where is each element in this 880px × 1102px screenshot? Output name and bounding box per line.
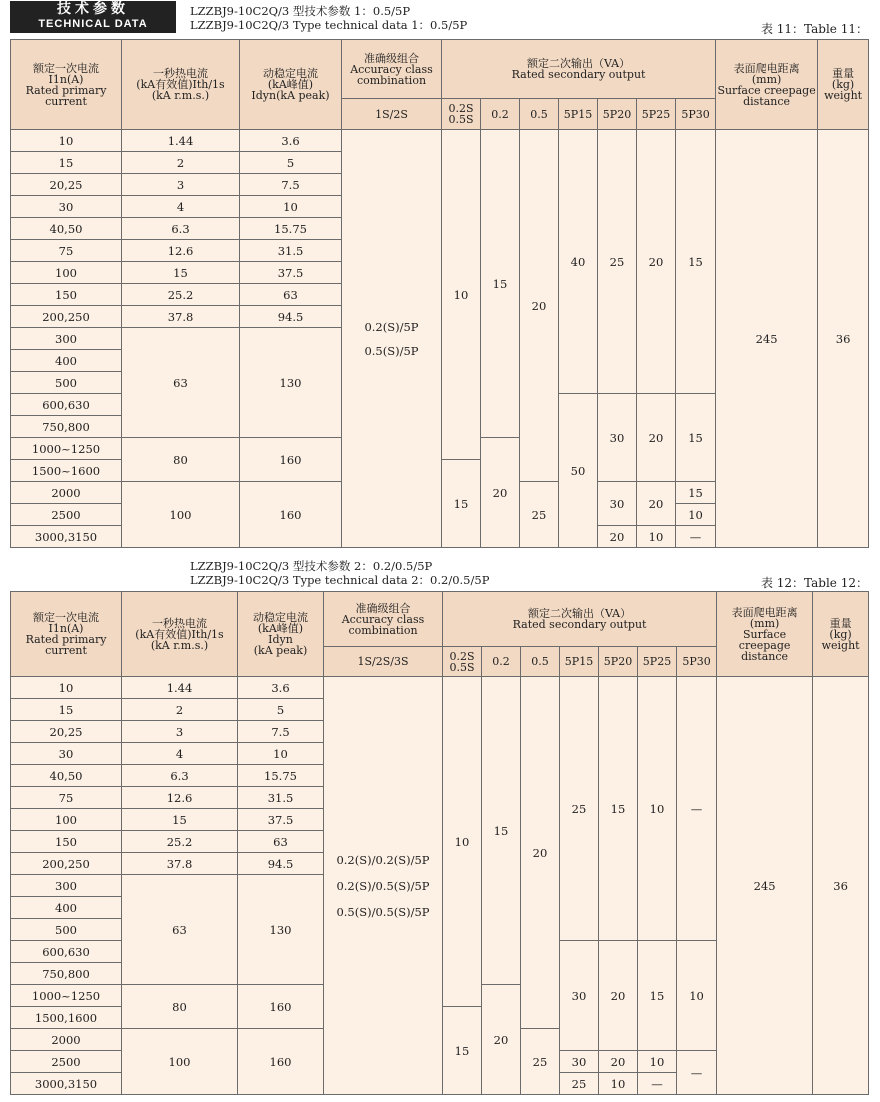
table-cell-idyn: 160 [238,1029,324,1095]
table-cell-current: 150 [11,831,122,853]
table-cell-output-5p20: 20 [598,526,637,548]
table-cell-output-02: 15 [481,130,520,438]
table-cell-output-5p25: 10 [638,1051,677,1073]
table2 [10,591,869,1095]
header-output-col: 0.2S 0.5S [442,99,481,130]
table-cell-output-02: 15 [482,677,521,985]
table-cell-current: 750,800 [11,963,122,985]
section-title-zh: 技术参数 [57,1,129,17]
header-output-col: 0.5 [521,647,560,677]
header-weight: 重量 (kg) weight [818,40,869,130]
table-cell-output-05: 20 [521,677,560,1029]
table-cell-output-5p25: 10 [638,677,677,941]
table-cell-ith: 15 [122,809,238,831]
table-cell-output-5p20: 30 [598,394,637,482]
table-cell-output-5p25: 15 [638,941,677,1051]
table-cell-idyn: 63 [238,831,324,853]
table-cell-output-5p15: 30 [560,941,599,1051]
table-cell-ith: 100 [122,1029,238,1095]
table-cell-output-5p30: — [677,1051,717,1095]
table-cell-output-5p25: 20 [637,130,676,394]
table1-label: 表 11：Table 11： [760,22,868,36]
table-cell-idyn: 160 [238,985,324,1029]
table-cell-idyn: 160 [240,438,342,482]
table-cell-idyn: 3.6 [238,677,324,699]
table-cell-current: 10 [11,130,122,152]
table-cell-current: 30 [11,743,122,765]
table-cell-output-02s: 15 [442,460,481,548]
table-cell-output-5p20: 15 [599,677,638,941]
table-cell-creepage: 245 [717,677,813,1095]
table-cell-accuracy: 0.2(S)/0.2(S)/5P 0.2(S)/0.5(S)/5P 0.5(S)/0.5(S)/5P [324,677,443,1095]
table-cell-ith: 25.2 [122,831,238,853]
table1 [10,39,869,548]
table-cell-current: 600,630 [11,941,122,963]
table-cell-creepage: 245 [716,130,818,548]
header-output-col: 5P15 [560,647,599,677]
table-cell-output-02s: 15 [443,1007,482,1095]
header-output-col: 5P30 [676,99,716,130]
table-cell-output-05: 25 [520,482,559,548]
header-output-col: 5P20 [598,99,637,130]
table-cell-output-5p30: — [676,526,716,548]
table-cell-current: 75 [11,787,122,809]
table-cell-current: 30 [11,196,122,218]
table-cell-current: 300 [11,875,122,897]
table-cell-current: 10 [11,677,122,699]
table-cell-current: 500 [11,919,122,941]
table-cell-current: 15 [11,152,122,174]
table-cell-idyn: 130 [238,875,324,985]
table-cell-output-5p30: 15 [676,130,716,394]
header-output-col: 5P25 [638,647,677,677]
header-dynamic-current: 动稳定电流 (kA峰值) Idyn(kA peak) [240,40,342,130]
header-rated-secondary-output: 额定二次输出（VA） Rated secondary output [442,40,716,99]
header-creepage-distance: 表面爬电距离 (mm) Surface creepage distance [717,592,813,677]
table-cell-ith: 15 [122,262,240,284]
table-cell-output-5p20: 25 [598,130,637,394]
table-cell-ith: 80 [122,438,240,482]
table-cell-idyn: 10 [238,743,324,765]
table-cell-ith: 4 [122,743,238,765]
table-cell-current: 400 [11,897,122,919]
header-creepage-distance: 表面爬电距离 (mm) Surface creepage distance [716,40,818,130]
table-cell-output-5p15: 25 [560,677,599,941]
table-cell-output-5p30: 10 [676,504,716,526]
table-cell-output-5p20: 20 [599,941,638,1051]
table1-caption-en: LZZBJ9-10C2Q/3 Type technical data 1：0.5/5P [190,18,468,32]
table-cell-idyn: 94.5 [238,853,324,875]
header-thermal-current: 一秒热电流 (kA有效值)Ith/1s (kA r.m.s.) [122,40,240,130]
table-cell-output-5p25: 20 [637,394,676,482]
table-cell-idyn: 5 [238,699,324,721]
header-output-col: 0.5 [520,99,559,130]
header-weight: 重量 (kg) weight [813,592,869,677]
header-output-col: 0.2 [482,647,521,677]
table-cell-current: 150 [11,284,122,306]
header-accuracy-class: 准确级组合 Accuracy class combination [342,40,442,99]
table-cell-current: 1500~1600 [11,460,122,482]
table-cell-idyn: 31.5 [240,240,342,262]
table-cell-output-05: 20 [520,130,559,482]
table-cell-current: 100 [11,262,122,284]
table-cell-current: 300 [11,328,122,350]
table-cell-ith: 1.44 [122,677,238,699]
header-output-col: 5P30 [677,647,717,677]
table-cell-current: 2000 [11,1029,122,1051]
table-cell-current: 500 [11,372,122,394]
table-cell-idyn: 7.5 [238,721,324,743]
table2-caption-zh: LZZBJ9-10C2Q/3 型技术参数 2：0.2/0.5/5P [190,559,433,573]
table-cell-output-02s: 10 [442,130,481,460]
table-cell-weight: 36 [818,130,869,548]
header-rated-secondary-output: 额定二次输出（VA） Rated secondary output [443,592,717,647]
header-output-col: 5P20 [599,647,638,677]
table-cell-current: 400 [11,350,122,372]
header-output-col: 5P25 [637,99,676,130]
table-cell-output-5p30: 15 [676,394,716,482]
table-cell-ith: 1.44 [122,130,240,152]
table-cell-current: 200,250 [11,306,122,328]
header-output-col: 5P15 [559,99,598,130]
table-cell-output-5p30: — [677,677,717,941]
table-cell-current: 600,630 [11,394,122,416]
table-cell-current: 1000~1250 [11,985,122,1007]
table-cell-current: 1500,1600 [11,1007,122,1029]
table-cell-weight: 36 [813,677,869,1095]
table-cell-idyn: 15.75 [240,218,342,240]
table2-label: 表 12：Table 12： [760,576,868,590]
table-cell-current: 75 [11,240,122,262]
header-dynamic-current: 动稳定电流 (kA峰值) Idyn (kA peak) [238,592,324,677]
table-cell-current: 2000 [11,482,122,504]
table-cell-ith: 3 [122,721,238,743]
header-thermal-current: 一秒热电流 (kA有效值)Ith/1s (kA r.m.s.) [122,592,238,677]
table-cell-idyn: 7.5 [240,174,342,196]
table-cell-current: 40,50 [11,765,122,787]
table-cell-idyn: 37.5 [240,262,342,284]
table-cell-output-5p15: 25 [560,1073,599,1095]
table-cell-ith: 63 [122,875,238,985]
table-cell-current: 750,800 [11,416,122,438]
table2-caption-en: LZZBJ9-10C2Q/3 Type technical data 2：0.2/0.5/5P [190,573,490,587]
table-cell-idyn: 37.5 [238,809,324,831]
table-cell-output-05: 25 [521,1029,560,1095]
table-cell-output-5p25: — [638,1073,677,1095]
table-cell-current: 20,25 [11,174,122,196]
table-cell-current: 200,250 [11,853,122,875]
table-cell-ith: 37.8 [122,853,238,875]
table-cell-ith: 2 [122,152,240,174]
table-cell-idyn: 94.5 [240,306,342,328]
table-cell-idyn: 5 [240,152,342,174]
table-cell-output-5p25: 20 [637,482,676,526]
table-cell-accuracy: 0.2(S)/5P 0.5(S)/5P [342,130,442,548]
table-cell-ith: 100 [122,482,240,548]
header-output-col: 0.2S 0.5S [443,647,482,677]
table-cell-current: 40,50 [11,218,122,240]
table-cell-idyn: 130 [240,328,342,438]
table-cell-ith: 2 [122,699,238,721]
table-cell-output-02s: 10 [443,677,482,1007]
table-cell-ith: 12.6 [122,240,240,262]
table-cell-output-5p15: 30 [560,1051,599,1073]
table-cell-output-5p25: 10 [637,526,676,548]
table-cell-ith: 4 [122,196,240,218]
table-cell-current: 2500 [11,504,122,526]
table-cell-current: 15 [11,699,122,721]
table-cell-idyn: 3.6 [240,130,342,152]
table-cell-ith: 12.6 [122,787,238,809]
table-cell-output-5p20: 10 [599,1073,638,1095]
header-accuracy-sub: 1S/2S/3S [324,647,443,677]
table-cell-idyn: 15.75 [238,765,324,787]
header-accuracy-class: 准确级组合 Accuracy class combination [324,592,443,647]
table-cell-output-5p30: 15 [676,482,716,504]
table-cell-current: 3000,3150 [11,1073,122,1095]
table-cell-output-5p20: 30 [598,482,637,526]
table-cell-current: 100 [11,809,122,831]
table-cell-output-5p15: 40 [559,130,598,394]
table-cell-idyn: 63 [240,284,342,306]
table-cell-ith: 37.8 [122,306,240,328]
table-cell-idyn: 31.5 [238,787,324,809]
table-cell-output-02: 20 [481,438,520,548]
table-cell-current: 1000~1250 [11,438,122,460]
header-output-col: 0.2 [481,99,520,130]
section-title-en: TECHNICAL DATA [38,18,148,30]
table-cell-ith: 25.2 [122,284,240,306]
table-cell-output-5p20: 20 [599,1051,638,1073]
table1-caption-zh: LZZBJ9-10C2Q/3 型技术参数 1：0.5/5P [190,4,411,18]
header-accuracy-sub: 1S/2S [342,99,442,130]
table-cell-current: 20,25 [11,721,122,743]
table-cell-ith: 6.3 [122,765,238,787]
table-cell-ith: 3 [122,174,240,196]
table-cell-ith: 63 [122,328,240,438]
table-cell-current: 3000,3150 [11,526,122,548]
table-cell-ith: 80 [122,985,238,1029]
header-rated-primary-current: 额定一次电流 I1n(A) Rated primary current [11,40,122,130]
table-cell-idyn: 160 [240,482,342,548]
table-cell-output-5p30: 10 [677,941,717,1051]
table-cell-output-02: 20 [482,985,521,1095]
table-cell-output-5p15: 50 [559,394,598,548]
table-cell-current: 2500 [11,1051,122,1073]
section-header-badge [10,1,176,33]
header-rated-primary-current: 额定一次电流 I1n(A) Rated primary current [11,592,122,677]
table-cell-ith: 6.3 [122,218,240,240]
table-cell-idyn: 10 [240,196,342,218]
